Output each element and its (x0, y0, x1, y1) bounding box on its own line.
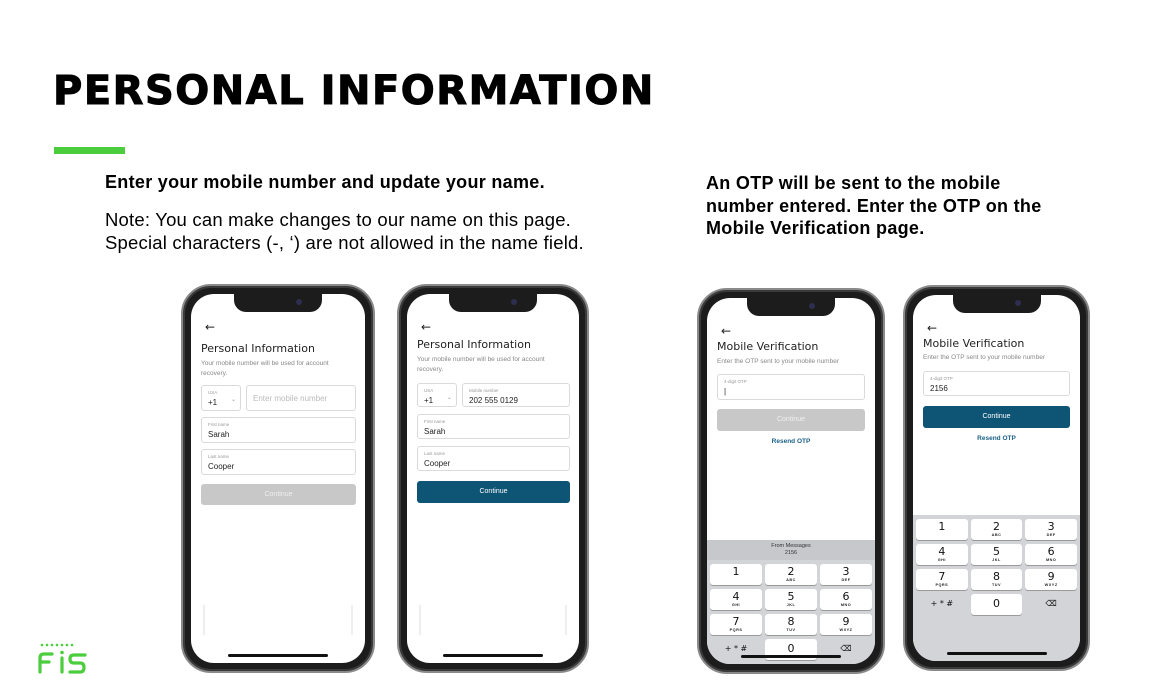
left-note: Note: You can make changes to our name on this page. Special characters (-, ‘) are not allowed in the name field. (105, 209, 584, 253)
key-letters: DEF (1046, 533, 1056, 537)
screen-subtitle: Your mobile number will be used for account recovery. (201, 360, 329, 377)
phone-screen (191, 294, 365, 663)
screen-title: Personal Information (417, 338, 531, 351)
accent-bar (54, 147, 125, 154)
right-heading: An OTP will be sent to the mobile number entered. Enter the OTP on the Mobile Verification page. (706, 173, 1042, 238)
home-indicator (443, 654, 543, 657)
key-digit: 2 (992, 520, 1000, 533)
key-letters: MNO (840, 603, 852, 607)
key-letters: JKL (992, 558, 1001, 562)
symbols-label: + * # (930, 599, 954, 608)
country-code-select[interactable] (417, 383, 457, 407)
first-name-value: Sarah (424, 427, 446, 436)
key-8[interactable] (971, 569, 1023, 590)
last-name-value: Cooper (208, 462, 235, 471)
country-code: +1 (208, 398, 218, 407)
continue-button[interactable]: Continue (717, 409, 865, 431)
first-name-label: First name (424, 419, 446, 424)
slide-title: PERSONAL INFORMATION (53, 68, 655, 114)
key-letters: TUV (991, 583, 1002, 587)
suggestion-code: 2156 (784, 550, 798, 556)
key-letters: PQRS (935, 583, 949, 587)
last-name-input[interactable] (417, 446, 570, 471)
numeric-keypad (913, 515, 1080, 661)
key-digit: 5 (787, 590, 795, 603)
key-5[interactable] (971, 544, 1023, 565)
key-digit: 1 (732, 565, 740, 578)
key-7[interactable] (916, 569, 968, 590)
otp-cursor: | (724, 387, 727, 396)
keypad-grid (707, 560, 875, 664)
numeric-keypad (707, 540, 875, 664)
key-letters: WXYZ (1044, 583, 1058, 587)
chevron-down-icon: ⌄ (446, 395, 452, 401)
screen-title: Personal Information (201, 342, 315, 355)
phone-personal-info-empty (181, 284, 375, 673)
scroll-edge (351, 605, 353, 635)
first-name-input[interactable] (417, 414, 570, 439)
key-digit: 3 (842, 565, 850, 578)
scroll-edge (565, 605, 567, 635)
key-symbols[interactable] (916, 594, 968, 615)
home-indicator (947, 652, 1047, 655)
last-name-input[interactable] (201, 449, 356, 475)
continue-button[interactable]: Continue (923, 406, 1070, 428)
continue-button[interactable]: Continue (201, 484, 356, 505)
country-label: USA (424, 388, 434, 393)
first-name-label: First name (208, 422, 230, 427)
key-6[interactable] (820, 589, 872, 610)
left-heading: Enter your mobile number and update your name. (105, 172, 545, 192)
symbols-label: + * # (724, 644, 748, 653)
otp-label: 4-digit OTP (724, 379, 747, 384)
backspace-icon: ⌫ (1045, 599, 1057, 608)
key-9[interactable] (1025, 569, 1077, 590)
country-label: USA (208, 390, 218, 395)
key-digit: 6 (842, 590, 850, 603)
key-digit: 9 (842, 615, 850, 628)
key-digit: 5 (992, 545, 1000, 558)
key-4[interactable] (916, 544, 968, 565)
key-0[interactable] (971, 594, 1023, 615)
key-digit: 8 (992, 570, 1000, 583)
mobile-value: 202 555 0129 (469, 396, 518, 405)
key-digit: 4 (732, 590, 740, 603)
screen-title: Mobile Verification (717, 340, 819, 353)
phone-notch (747, 298, 835, 316)
key-letters: ABC (786, 578, 796, 582)
phone-notch (449, 294, 537, 312)
key-letters: DEF (841, 578, 851, 582)
back-arrow-icon[interactable]: ← (721, 324, 732, 338)
key-2[interactable] (971, 519, 1023, 540)
mobile-number-input[interactable] (462, 383, 570, 407)
otp-suggestion[interactable] (707, 540, 875, 560)
back-arrow-icon[interactable]: ← (927, 321, 938, 335)
first-name-value: Sarah (208, 430, 230, 439)
key-digit: 7 (732, 615, 740, 628)
key-letters: WXYZ (839, 628, 853, 632)
key-digit: 0 (992, 597, 1000, 610)
phone-screen (707, 298, 875, 664)
key-letters: MNO (1045, 558, 1057, 562)
key-5[interactable] (765, 589, 817, 610)
delete-icon[interactable] (1025, 594, 1077, 615)
key-2[interactable] (765, 564, 817, 585)
key-6[interactable] (1025, 544, 1077, 565)
scroll-edge (419, 605, 421, 635)
phone-personal-info-filled (397, 284, 589, 673)
key-digit: 7 (938, 570, 946, 583)
key-digit: 3 (1047, 520, 1055, 533)
backspace-icon: ⌫ (840, 644, 852, 653)
phone-mobile-verification-keypad (697, 288, 885, 674)
country-code: +1 (424, 396, 434, 405)
resend-otp-link[interactable]: Resend OTP (771, 438, 811, 445)
keypad-grid (913, 515, 1080, 619)
suggestion-source: From Messages (771, 543, 811, 549)
key-digit: 6 (1047, 545, 1055, 558)
key-digit: 4 (938, 545, 946, 558)
key-3[interactable] (1025, 519, 1077, 540)
mobile-label: Mobile number (469, 388, 499, 393)
scroll-edge (203, 605, 205, 635)
key-letters: TUV (786, 628, 796, 632)
key-digit: 9 (1047, 570, 1055, 583)
continue-button[interactable]: Continue (417, 481, 570, 503)
otp-input[interactable] (923, 371, 1070, 396)
phone-mobile-verification-filled (903, 285, 1090, 671)
country-code-select[interactable] (201, 385, 241, 411)
first-name-input[interactable] (201, 417, 356, 443)
key-digit: 8 (787, 615, 795, 628)
otp-value: 2156 (930, 384, 948, 393)
key-letters: GHI (937, 558, 946, 562)
otp-input[interactable] (717, 374, 865, 400)
chevron-down-icon: ⌄ (230, 397, 236, 403)
mobile-number-input[interactable] (246, 385, 356, 411)
last-name-label: Last name (424, 451, 446, 456)
last-name-value: Cooper (424, 459, 451, 468)
key-3[interactable] (820, 564, 872, 585)
key-1[interactable] (916, 519, 968, 540)
home-indicator (228, 654, 328, 657)
phone-screen (407, 294, 579, 663)
otp-label: 4-digit OTP (930, 376, 953, 381)
back-arrow-icon[interactable]: ← (205, 320, 216, 334)
key-digit: 2 (787, 565, 795, 578)
fis-logo (36, 641, 112, 682)
key-letters: JKL (786, 603, 796, 607)
key-digit: 1 (938, 520, 946, 533)
screen-title: Mobile Verification (923, 337, 1025, 350)
screen-subtitle: Your mobile number will be used for account recovery. (417, 356, 545, 373)
key-letters: PQRS (729, 628, 743, 632)
back-arrow-icon[interactable]: ← (421, 320, 432, 334)
phone-notch (953, 295, 1041, 313)
key-1[interactable] (710, 564, 762, 585)
resend-otp-link[interactable]: Resend OTP (977, 435, 1016, 442)
phone-screen (913, 295, 1080, 661)
key-letters: ABC (991, 533, 1002, 537)
key-digit: 0 (787, 642, 795, 655)
key-9[interactable] (820, 614, 872, 635)
last-name-label: Last name (208, 454, 230, 459)
home-indicator (741, 655, 841, 658)
screen-subtitle: Enter the OTP sent to your mobile number (923, 354, 1045, 361)
mobile-placeholder: Enter mobile number (253, 394, 328, 403)
screen-subtitle: Enter the OTP sent to your mobile number (717, 358, 839, 365)
key-4[interactable] (710, 589, 762, 610)
key-letters: GHI (731, 603, 741, 607)
key-7[interactable] (710, 614, 762, 635)
key-8[interactable] (765, 614, 817, 635)
phone-notch (234, 294, 322, 312)
